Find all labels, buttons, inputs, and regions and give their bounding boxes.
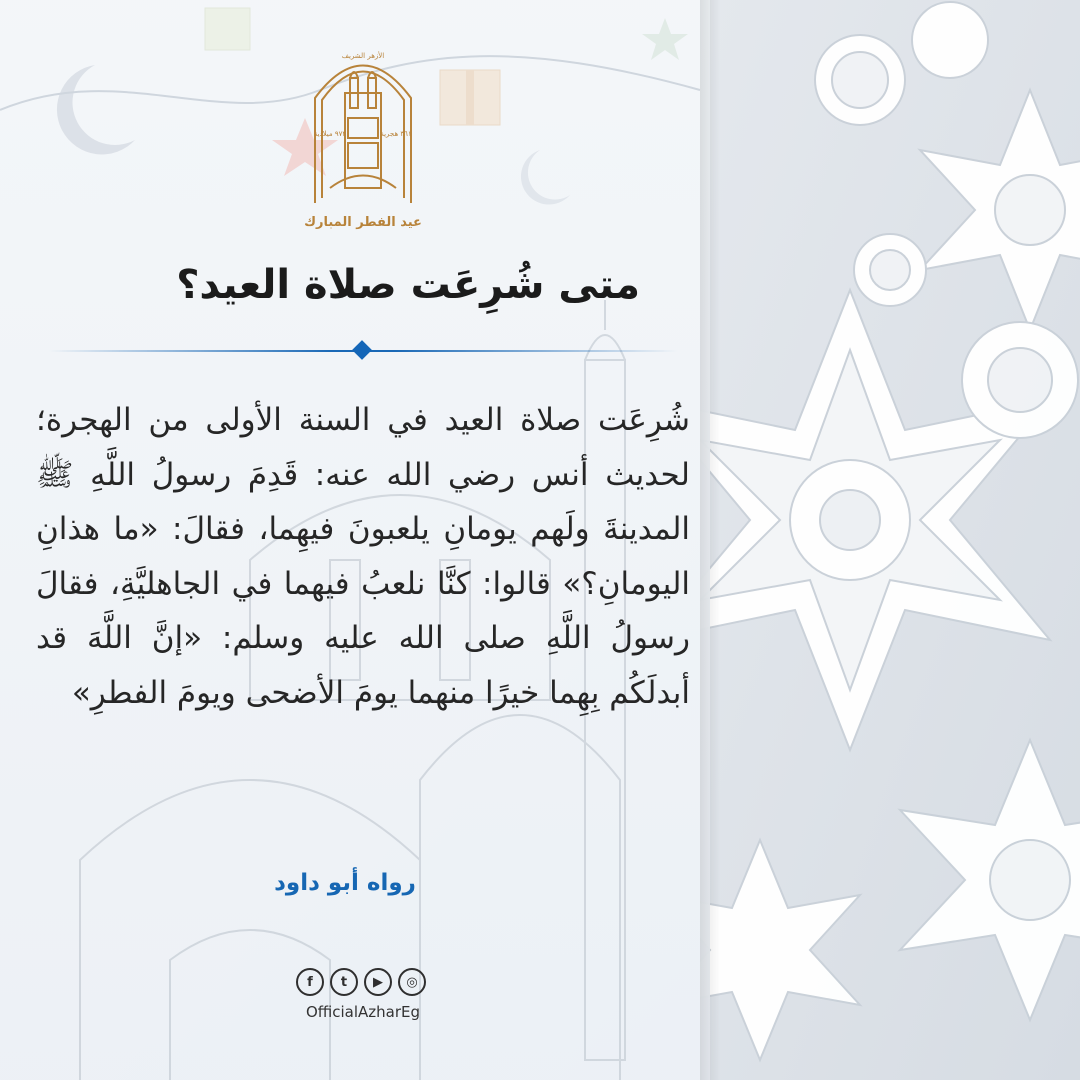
social-icons bbox=[296, 968, 426, 996]
crescent-small-icon bbox=[521, 150, 570, 205]
crescent-icon bbox=[57, 65, 135, 154]
azhar-eid-logo bbox=[300, 38, 426, 234]
hadith-source: رواه أبو داود bbox=[274, 870, 416, 896]
logo-year-right: ٣٦١ هجرية bbox=[380, 130, 412, 138]
page-title: متى شُرِعَت صلاة العيد؟ bbox=[176, 262, 640, 308]
logo-arc-text: الأزهر الشريف bbox=[341, 52, 385, 60]
social-handle[interactable]: OfficialAzharEg bbox=[305, 1003, 421, 1021]
facebook-icon[interactable]: f bbox=[296, 968, 324, 996]
arabesque-decoration bbox=[700, 0, 1080, 1080]
youtube-icon[interactable]: ▶ bbox=[364, 968, 392, 996]
twitter-icon[interactable]: t bbox=[330, 968, 358, 996]
hadith-body-text: شُرِعَت صلاة العيد في السنة الأولى من الهجرة؛ لحديث أنس رضي الله عنه: قَدِمَ رسولُ اللَّهِ ﷺ المدينةَ ولَهم يومانِ يلعبونَ فيهِما، فقالَ: «ما هذانِ اليومانِ؟» قالوا: كنَّا نلعبُ فيهما في الجاهليَّةِ، فقالَ رسولُ اللَّهِ صلى الله عليه وسلم: «إنَّ اللَّهَ قد أبدلَكُم بِهِما خيرًا منهما يومَ الأضحى ويومَ الفطرِ» bbox=[36, 402, 690, 711]
instagram-icon[interactable]: ◎ bbox=[398, 968, 426, 996]
logo-caption: عيد الفطر المبارك bbox=[304, 215, 422, 230]
logo-year-left: ٩٧٢ ميلادية bbox=[313, 130, 347, 138]
